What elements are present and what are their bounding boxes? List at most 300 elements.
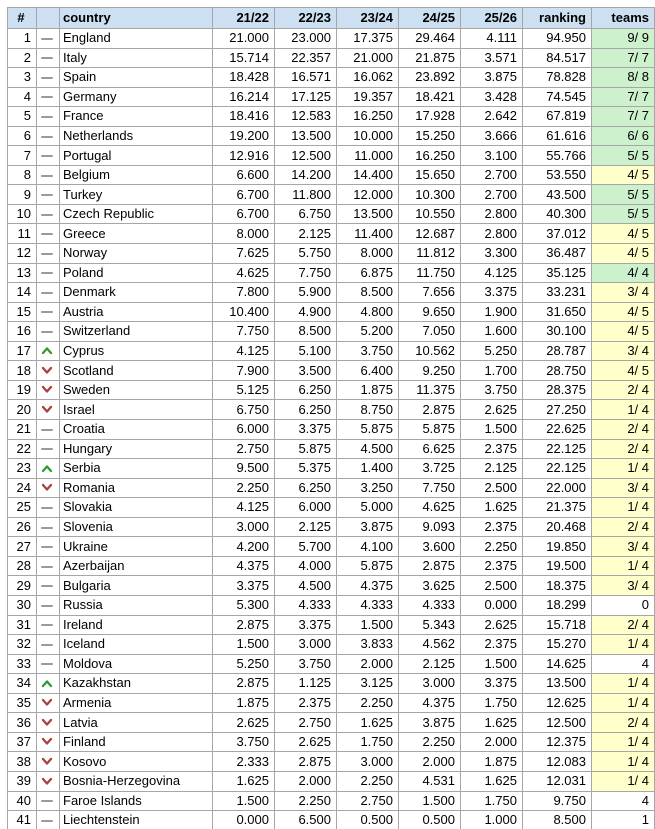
season-value-cell-22-23: 3.375 xyxy=(275,420,337,440)
season-value-cell-23-24: 4.500 xyxy=(337,439,399,459)
ranking-cell: 84.517 xyxy=(523,48,592,68)
ranking-cell: 14.625 xyxy=(523,654,592,674)
trend-same-icon xyxy=(41,38,53,40)
teams-cell: 4/ 5 xyxy=(592,224,655,244)
teams-cell: 4/ 5 xyxy=(592,165,655,185)
rank-cell: 15 xyxy=(8,302,37,322)
table-row xyxy=(8,674,655,694)
rank-cell: 23 xyxy=(8,459,37,479)
teams-cell: 1/ 4 xyxy=(592,400,655,420)
country-cell: France xyxy=(60,107,213,127)
trend-cell xyxy=(37,126,60,146)
season-value-cell-21-22: 3.375 xyxy=(213,576,275,596)
season-value-cell-24-25: 10.550 xyxy=(399,204,461,224)
country-cell: Bosnia-Herzegovina xyxy=(60,771,213,791)
season-value-cell-25-26: 2.125 xyxy=(461,459,523,479)
season-value-cell-24-25: 12.687 xyxy=(399,224,461,244)
rank-cell: 9 xyxy=(8,185,37,205)
trend-cell xyxy=(37,224,60,244)
season-value-cell-21-22: 7.625 xyxy=(213,244,275,264)
season-value-cell-25-26: 1.500 xyxy=(461,654,523,674)
ranking-cell: 33.231 xyxy=(523,283,592,303)
season-value-cell-24-25: 18.421 xyxy=(399,87,461,107)
season-value-cell-25-26: 2.625 xyxy=(461,615,523,635)
season-value-cell-21-22: 2.625 xyxy=(213,713,275,733)
season-value-cell-25-26: 2.642 xyxy=(461,107,523,127)
teams-cell: 6/ 6 xyxy=(592,126,655,146)
country-cell: Armenia xyxy=(60,693,213,713)
season-value-cell-21-22: 18.416 xyxy=(213,107,275,127)
table-row xyxy=(8,68,655,88)
teams-cell: 7/ 7 xyxy=(592,87,655,107)
teams-cell: 2/ 4 xyxy=(592,380,655,400)
trend-cell xyxy=(37,420,60,440)
country-cell: Moldova xyxy=(60,654,213,674)
season-value-cell-21-22: 3.750 xyxy=(213,732,275,752)
season-value-cell-22-23: 5.750 xyxy=(275,244,337,264)
season-value-cell-22-23: 1.125 xyxy=(275,674,337,694)
season-value-cell-23-24: 5.000 xyxy=(337,498,399,518)
season-value-cell-25-26: 2.500 xyxy=(461,576,523,596)
season-value-cell-25-26: 3.875 xyxy=(461,68,523,88)
trend-down-icon xyxy=(41,401,53,419)
country-cell: Poland xyxy=(60,263,213,283)
col-header-country: country xyxy=(60,8,213,29)
season-value-cell-22-23: 6.250 xyxy=(275,380,337,400)
rank-cell: 14 xyxy=(8,283,37,303)
ranking-cell: 55.766 xyxy=(523,146,592,166)
season-value-cell-21-22: 1.500 xyxy=(213,635,275,655)
teams-cell: 3/ 4 xyxy=(592,341,655,361)
season-value-cell-24-25: 1.500 xyxy=(399,791,461,811)
season-value-cell-23-24: 2.000 xyxy=(337,654,399,674)
ranking-cell: 67.819 xyxy=(523,107,592,127)
trend-cell xyxy=(37,713,60,733)
season-value-cell-24-25: 11.750 xyxy=(399,263,461,283)
table-row xyxy=(8,48,655,68)
country-cell: Austria xyxy=(60,302,213,322)
country-cell: Romania xyxy=(60,478,213,498)
header-row xyxy=(8,8,655,29)
season-value-cell-25-26: 4.111 xyxy=(461,29,523,49)
ranking-cell: 12.031 xyxy=(523,771,592,791)
trend-cell xyxy=(37,380,60,400)
season-value-cell-25-26: 2.625 xyxy=(461,400,523,420)
trend-same-icon xyxy=(41,546,53,548)
trend-down-icon xyxy=(41,753,53,771)
season-value-cell-25-26: 0.000 xyxy=(461,595,523,615)
season-value-cell-25-26: 1.500 xyxy=(461,420,523,440)
trend-same-icon xyxy=(41,57,53,59)
trend-up-icon xyxy=(41,460,53,478)
season-value-cell-23-24: 14.400 xyxy=(337,165,399,185)
table-row xyxy=(8,537,655,557)
trend-same-icon xyxy=(41,77,53,79)
trend-same-icon xyxy=(41,800,53,802)
rank-cell: 30 xyxy=(8,595,37,615)
season-value-cell-24-25: 29.464 xyxy=(399,29,461,49)
teams-cell: 1/ 4 xyxy=(592,732,655,752)
ranking-cell: 28.750 xyxy=(523,361,592,381)
trend-cell xyxy=(37,107,60,127)
season-value-cell-22-23: 6.500 xyxy=(275,811,337,829)
ranking-cell: 20.468 xyxy=(523,517,592,537)
season-value-cell-21-22: 1.875 xyxy=(213,693,275,713)
table-row xyxy=(8,439,655,459)
trend-cell xyxy=(37,752,60,772)
col-header-season-24-25: 24/25 xyxy=(399,8,461,29)
season-value-cell-23-24: 21.000 xyxy=(337,48,399,68)
season-value-cell-24-25: 2.125 xyxy=(399,654,461,674)
ranking-cell: 74.545 xyxy=(523,87,592,107)
country-cell: Bulgaria xyxy=(60,576,213,596)
table-row xyxy=(8,752,655,772)
teams-cell: 4/ 4 xyxy=(592,263,655,283)
season-value-cell-22-23: 2.250 xyxy=(275,791,337,811)
trend-down-icon xyxy=(41,479,53,497)
trend-down-icon xyxy=(41,694,53,712)
season-value-cell-23-24: 8.500 xyxy=(337,283,399,303)
season-value-cell-21-22: 21.000 xyxy=(213,29,275,49)
season-value-cell-23-24: 8.750 xyxy=(337,400,399,420)
season-value-cell-23-24: 5.875 xyxy=(337,556,399,576)
table-row xyxy=(8,811,655,829)
season-value-cell-24-25: 9.093 xyxy=(399,517,461,537)
season-value-cell-21-22: 5.250 xyxy=(213,654,275,674)
trend-cell xyxy=(37,263,60,283)
teams-cell: 9/ 9 xyxy=(592,29,655,49)
season-value-cell-23-24: 4.800 xyxy=(337,302,399,322)
trend-down-icon xyxy=(41,362,53,380)
season-value-cell-25-26: 3.100 xyxy=(461,146,523,166)
ranking-cell: 78.828 xyxy=(523,68,592,88)
season-value-cell-23-24: 3.000 xyxy=(337,752,399,772)
rank-cell: 3 xyxy=(8,68,37,88)
teams-cell: 4 xyxy=(592,654,655,674)
teams-cell: 8/ 8 xyxy=(592,68,655,88)
season-value-cell-22-23: 2.875 xyxy=(275,752,337,772)
season-value-cell-25-26: 5.250 xyxy=(461,341,523,361)
season-value-cell-25-26: 2.375 xyxy=(461,517,523,537)
season-value-cell-24-25: 7.050 xyxy=(399,322,461,342)
season-value-cell-23-24: 2.750 xyxy=(337,791,399,811)
season-value-cell-24-25: 9.250 xyxy=(399,361,461,381)
trend-same-icon xyxy=(41,292,53,294)
rank-cell: 40 xyxy=(8,791,37,811)
season-value-cell-21-22: 2.875 xyxy=(213,674,275,694)
table-row xyxy=(8,517,655,537)
country-cell: Serbia xyxy=(60,459,213,479)
ranking-cell: 9.750 xyxy=(523,791,592,811)
season-value-cell-25-26: 1.625 xyxy=(461,498,523,518)
season-value-cell-23-24: 16.250 xyxy=(337,107,399,127)
teams-cell: 1/ 4 xyxy=(592,556,655,576)
season-value-cell-24-25: 3.000 xyxy=(399,674,461,694)
country-cell: Belgium xyxy=(60,165,213,185)
season-value-cell-21-22: 12.916 xyxy=(213,146,275,166)
season-value-cell-21-22: 5.125 xyxy=(213,380,275,400)
trend-cell xyxy=(37,146,60,166)
ranking-cell: 27.250 xyxy=(523,400,592,420)
season-value-cell-23-24: 11.000 xyxy=(337,146,399,166)
rank-cell: 22 xyxy=(8,439,37,459)
teams-cell: 4/ 5 xyxy=(592,302,655,322)
ranking-cell: 22.125 xyxy=(523,439,592,459)
trend-cell xyxy=(37,48,60,68)
teams-cell: 1/ 4 xyxy=(592,693,655,713)
season-value-cell-25-26: 3.428 xyxy=(461,87,523,107)
table-row xyxy=(8,165,655,185)
season-value-cell-25-26: 3.666 xyxy=(461,126,523,146)
season-value-cell-22-23: 23.000 xyxy=(275,29,337,49)
season-value-cell-21-22: 4.200 xyxy=(213,537,275,557)
trend-same-icon xyxy=(41,585,53,587)
rank-cell: 19 xyxy=(8,380,37,400)
season-value-cell-23-24: 3.833 xyxy=(337,635,399,655)
trend-same-icon xyxy=(41,331,53,333)
season-value-cell-21-22: 7.900 xyxy=(213,361,275,381)
season-value-cell-21-22: 0.000 xyxy=(213,811,275,829)
season-value-cell-25-26: 1.600 xyxy=(461,322,523,342)
ranking-cell: 94.950 xyxy=(523,29,592,49)
rank-cell: 29 xyxy=(8,576,37,596)
country-cell: Slovakia xyxy=(60,498,213,518)
rank-cell: 34 xyxy=(8,674,37,694)
season-value-cell-25-26: 2.375 xyxy=(461,439,523,459)
trend-same-icon xyxy=(41,448,53,450)
teams-cell: 3/ 4 xyxy=(592,478,655,498)
season-value-cell-22-23: 3.000 xyxy=(275,635,337,655)
season-value-cell-22-23: 3.375 xyxy=(275,615,337,635)
teams-cell: 2/ 4 xyxy=(592,420,655,440)
trend-cell xyxy=(37,537,60,557)
trend-cell xyxy=(37,517,60,537)
table-row xyxy=(8,595,655,615)
season-value-cell-24-25: 4.562 xyxy=(399,635,461,655)
teams-cell: 2/ 4 xyxy=(592,615,655,635)
season-value-cell-25-26: 1.625 xyxy=(461,771,523,791)
season-value-cell-21-22: 6.700 xyxy=(213,185,275,205)
rank-cell: 28 xyxy=(8,556,37,576)
rank-cell: 38 xyxy=(8,752,37,772)
season-value-cell-23-24: 1.500 xyxy=(337,615,399,635)
country-cell: Iceland xyxy=(60,635,213,655)
trend-same-icon xyxy=(41,644,53,646)
country-cell: Kosovo xyxy=(60,752,213,772)
teams-cell: 1/ 4 xyxy=(592,459,655,479)
rank-cell: 25 xyxy=(8,498,37,518)
col-header-teams: teams xyxy=(592,8,655,29)
season-value-cell-24-25: 6.625 xyxy=(399,439,461,459)
trend-down-icon xyxy=(41,733,53,751)
country-cell: Finland xyxy=(60,732,213,752)
season-value-cell-25-26: 2.800 xyxy=(461,204,523,224)
rank-cell: 7 xyxy=(8,146,37,166)
ranking-cell: 18.375 xyxy=(523,576,592,596)
trend-same-icon xyxy=(41,429,53,431)
season-value-cell-25-26: 1.700 xyxy=(461,361,523,381)
season-value-cell-23-24: 1.400 xyxy=(337,459,399,479)
season-value-cell-22-23: 11.800 xyxy=(275,185,337,205)
table-row xyxy=(8,576,655,596)
trend-same-icon xyxy=(41,136,53,138)
col-header-season-23-24: 23/24 xyxy=(337,8,399,29)
season-value-cell-21-22: 1.500 xyxy=(213,791,275,811)
trend-same-icon xyxy=(41,233,53,235)
table-row xyxy=(8,420,655,440)
rank-cell: 12 xyxy=(8,244,37,264)
season-value-cell-23-24: 1.750 xyxy=(337,732,399,752)
table-row xyxy=(8,244,655,264)
season-value-cell-22-23: 17.125 xyxy=(275,87,337,107)
season-value-cell-22-23: 2.750 xyxy=(275,713,337,733)
trend-cell xyxy=(37,361,60,381)
table-row xyxy=(8,380,655,400)
rank-cell: 37 xyxy=(8,732,37,752)
trend-same-icon xyxy=(41,272,53,274)
season-value-cell-22-23: 5.700 xyxy=(275,537,337,557)
ranking-cell: 53.550 xyxy=(523,165,592,185)
country-cell: England xyxy=(60,29,213,49)
season-value-cell-25-26: 2.375 xyxy=(461,556,523,576)
season-value-cell-24-25: 11.812 xyxy=(399,244,461,264)
rank-cell: 39 xyxy=(8,771,37,791)
teams-cell: 0 xyxy=(592,595,655,615)
season-value-cell-23-24: 16.062 xyxy=(337,68,399,88)
teams-cell: 1/ 4 xyxy=(592,752,655,772)
ranking-cell: 21.375 xyxy=(523,498,592,518)
country-cell: Israel xyxy=(60,400,213,420)
season-value-cell-21-22: 4.625 xyxy=(213,263,275,283)
trend-cell xyxy=(37,459,60,479)
season-value-cell-25-26: 1.750 xyxy=(461,693,523,713)
trend-cell xyxy=(37,732,60,752)
season-value-cell-24-25: 3.625 xyxy=(399,576,461,596)
ranking-cell: 12.375 xyxy=(523,732,592,752)
rank-cell: 6 xyxy=(8,126,37,146)
teams-cell: 2/ 4 xyxy=(592,439,655,459)
trend-same-icon xyxy=(41,605,53,607)
teams-cell: 5/ 5 xyxy=(592,185,655,205)
trend-cell xyxy=(37,811,60,829)
season-value-cell-24-25: 0.500 xyxy=(399,811,461,829)
season-value-cell-21-22: 9.500 xyxy=(213,459,275,479)
table-row xyxy=(8,615,655,635)
season-value-cell-23-24: 2.250 xyxy=(337,693,399,713)
rank-cell: 4 xyxy=(8,87,37,107)
trend-down-icon xyxy=(41,773,53,791)
season-value-cell-23-24: 5.200 xyxy=(337,322,399,342)
season-value-cell-25-26: 2.500 xyxy=(461,478,523,498)
table-row xyxy=(8,87,655,107)
table-row xyxy=(8,224,655,244)
uefa-country-ranking-table xyxy=(7,7,655,829)
season-value-cell-25-26: 1.900 xyxy=(461,302,523,322)
country-cell: Ireland xyxy=(60,615,213,635)
ranking-cell: 22.125 xyxy=(523,459,592,479)
season-value-cell-24-25: 23.892 xyxy=(399,68,461,88)
ranking-cell: 15.270 xyxy=(523,635,592,655)
season-value-cell-24-25: 16.250 xyxy=(399,146,461,166)
country-cell: Turkey xyxy=(60,185,213,205)
rank-cell: 13 xyxy=(8,263,37,283)
season-value-cell-21-22: 6.000 xyxy=(213,420,275,440)
country-cell: Scotland xyxy=(60,361,213,381)
table-row xyxy=(8,302,655,322)
table-row xyxy=(8,556,655,576)
trend-same-icon xyxy=(41,155,53,157)
season-value-cell-22-23: 6.750 xyxy=(275,204,337,224)
season-value-cell-21-22: 18.428 xyxy=(213,68,275,88)
trend-cell xyxy=(37,615,60,635)
table-row xyxy=(8,126,655,146)
ranking-cell: 22.625 xyxy=(523,420,592,440)
country-cell: Latvia xyxy=(60,713,213,733)
country-cell: Cyprus xyxy=(60,341,213,361)
country-cell: Czech Republic xyxy=(60,204,213,224)
table-row xyxy=(8,791,655,811)
rank-cell: 18 xyxy=(8,361,37,381)
ranking-cell: 22.000 xyxy=(523,478,592,498)
trend-cell xyxy=(37,185,60,205)
country-cell: Croatia xyxy=(60,420,213,440)
season-value-cell-24-25: 3.875 xyxy=(399,713,461,733)
season-value-cell-23-24: 3.750 xyxy=(337,341,399,361)
ranking-cell: 28.375 xyxy=(523,380,592,400)
season-value-cell-23-24: 8.000 xyxy=(337,244,399,264)
table-row xyxy=(8,341,655,361)
teams-cell: 7/ 7 xyxy=(592,48,655,68)
season-value-cell-25-26: 2.800 xyxy=(461,224,523,244)
country-cell: Italy xyxy=(60,48,213,68)
rank-cell: 26 xyxy=(8,517,37,537)
season-value-cell-22-23: 8.500 xyxy=(275,322,337,342)
season-value-cell-23-24: 3.250 xyxy=(337,478,399,498)
trend-same-icon xyxy=(41,96,53,98)
country-cell: Ukraine xyxy=(60,537,213,557)
teams-cell: 1 xyxy=(592,811,655,829)
trend-down-icon xyxy=(41,381,53,399)
table-row xyxy=(8,478,655,498)
country-cell: Liechtenstein xyxy=(60,811,213,829)
ranking-cell: 18.299 xyxy=(523,595,592,615)
rank-cell: 33 xyxy=(8,654,37,674)
teams-cell: 1/ 4 xyxy=(592,498,655,518)
col-header-season-25-26: 25/26 xyxy=(461,8,523,29)
season-value-cell-24-25: 2.250 xyxy=(399,732,461,752)
season-value-cell-24-25: 9.650 xyxy=(399,302,461,322)
ranking-cell: 19.500 xyxy=(523,556,592,576)
trend-same-icon xyxy=(41,566,53,568)
rank-cell: 5 xyxy=(8,107,37,127)
table-row xyxy=(8,635,655,655)
ranking-cell: 43.500 xyxy=(523,185,592,205)
ranking-cell: 12.625 xyxy=(523,693,592,713)
country-cell: Azerbaijan xyxy=(60,556,213,576)
country-cell: Switzerland xyxy=(60,322,213,342)
trend-cell xyxy=(37,498,60,518)
teams-cell: 3/ 4 xyxy=(592,283,655,303)
trend-up-icon xyxy=(41,342,53,360)
country-cell: Spain xyxy=(60,68,213,88)
trend-cell xyxy=(37,556,60,576)
season-value-cell-21-22: 10.400 xyxy=(213,302,275,322)
ranking-cell: 8.500 xyxy=(523,811,592,829)
season-value-cell-21-22: 7.750 xyxy=(213,322,275,342)
teams-cell: 7/ 7 xyxy=(592,107,655,127)
trend-cell xyxy=(37,674,60,694)
table-row xyxy=(8,732,655,752)
